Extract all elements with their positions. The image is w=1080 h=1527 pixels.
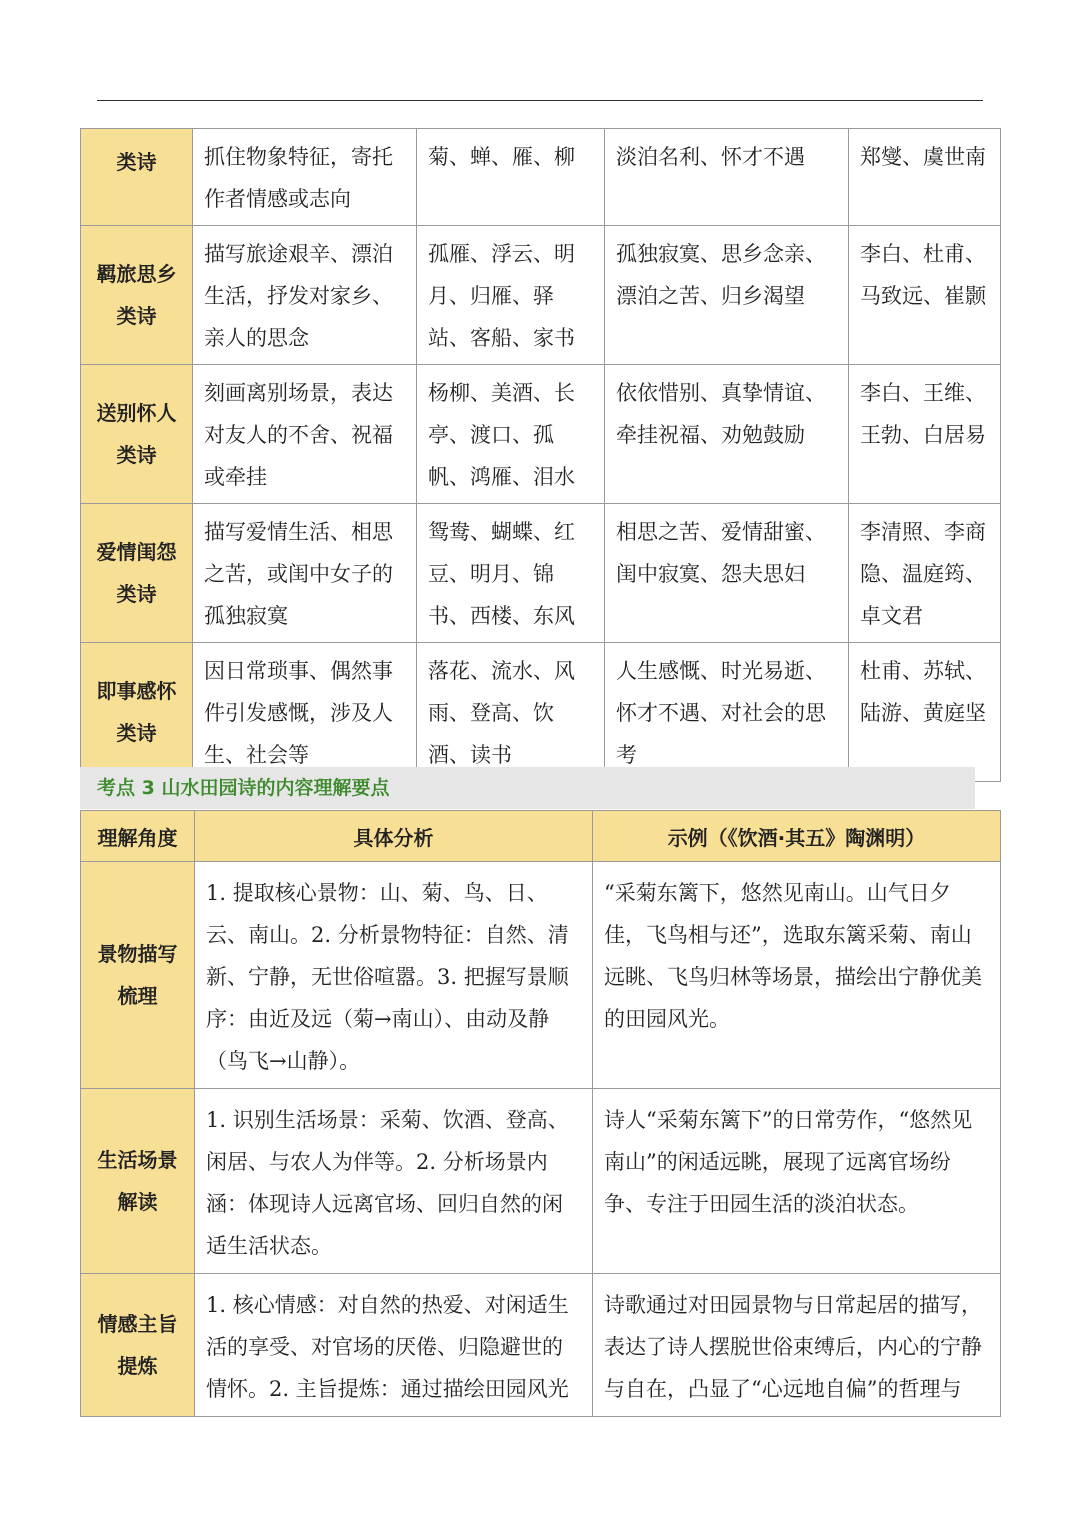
- table-row: [81, 129, 1001, 226]
- poets-cell: 郑燮、虞世南: [849, 129, 1001, 226]
- header-angle: 理解角度: [81, 811, 195, 862]
- imagery-cell: 鸳鸯、蝴蝶、红豆、明月、锦书、西楼、东风: [417, 504, 605, 643]
- table-row: [81, 504, 1001, 643]
- emotion-cell: 相思之苦、爱情甜蜜、闺中寂寞、怨夫思妇: [605, 504, 849, 643]
- analysis-cell: 1. 提取核心景物：山、菊、鸟、日、云、南山。2. 分析景物特征：自然、清新、宁静，无世俗喧嚣。3. 把握写景顺序：由近及远（菊→南山）、由动及静（鸟飞→山静）。: [195, 862, 593, 1089]
- header-rule: [97, 100, 983, 101]
- poets-cell: 李白、王维、王勃、白居易: [849, 365, 1001, 504]
- category-cell: 即事感怀类诗: [81, 643, 193, 782]
- theme-cell: 描写爱情生活、相思之苦，或闺中女子的孤独寂寞: [193, 504, 417, 643]
- category-cell: 羁旅思乡类诗: [81, 226, 193, 365]
- header-example: 示例（《饮酒·其五》陶渊明）: [593, 811, 1001, 862]
- table-row: [81, 862, 1001, 1089]
- analysis-cell: 1. 核心情感：对自然的热爱、对闲适生活的享受、对官场的厌倦、归隐避世的情怀。2. 主旨提炼：通过描绘田园风光: [195, 1274, 593, 1417]
- example-cell: “采菊东篱下，悠然见南山。山气日夕佳，飞鸟相与还”，选取东篱采菊、南山远眺、飞鸟归林等场景，描绘出宁静优美的田园风光。: [593, 862, 1001, 1089]
- theme-cell: 抓住物象特征，寄托作者情感或志向: [193, 129, 417, 226]
- analysis-cell: 1. 识别生活场景：采菊、饮酒、登高、闲居、与农人为伴等。2. 分析场景内涵：体现诗人远离官场、回归自然的闲适生活状态。: [195, 1089, 593, 1274]
- header-analysis: 具体分析: [195, 811, 593, 862]
- imagery-cell: 落花、流水、风雨、登高、饮酒、读书: [417, 643, 605, 782]
- emotion-cell: 孤独寂寞、思乡念亲、漂泊之苦、归乡渴望: [605, 226, 849, 365]
- angle-cell: 情感主旨提炼: [81, 1274, 195, 1417]
- poetry-types-table: [80, 128, 1001, 782]
- theme-cell: 刻画离别场景，表达对友人的不舍、祝福或牵挂: [193, 365, 417, 504]
- poets-cell: 李清照、李商隐、温庭筠、卓文君: [849, 504, 1001, 643]
- emotion-cell: 淡泊名利、怀才不遇: [605, 129, 849, 226]
- poets-cell: 李白、杜甫、马致远、崔颢: [849, 226, 1001, 365]
- example-cell: 诗歌通过对田园景物与日常起居的描写，表达了诗人摆脱世俗束缚后，内心的宁静与自在，凸显了“心远地自偏”的哲理与: [593, 1274, 1001, 1417]
- imagery-cell: 孤雁、浮云、明月、归雁、驿站、客船、家书: [417, 226, 605, 365]
- emotion-cell: 依依惜别、真挚情谊、牵挂祝福、劝勉鼓励: [605, 365, 849, 504]
- table-row: [81, 1089, 1001, 1274]
- table-header-row: [81, 811, 1001, 862]
- poets-cell: 杜甫、苏轼、陆游、黄庭坚: [849, 643, 1001, 782]
- table-row: [81, 365, 1001, 504]
- example-cell: 诗人“采菊东篱下”的日常劳作，“悠然见南山”的闲适远眺，展现了远离官场纷争、专注于田园生活的淡泊状态。: [593, 1089, 1001, 1274]
- table-row: [81, 643, 1001, 782]
- emotion-cell: 人生感慨、时光易逝、怀才不遇、对社会的思考: [605, 643, 849, 782]
- angle-cell: 景物描写梳理: [81, 862, 195, 1089]
- category-cell: 送别怀人类诗: [81, 365, 193, 504]
- section-title: 考点 3 山水田园诗的内容理解要点: [80, 767, 975, 809]
- table-row: [81, 1274, 1001, 1417]
- angle-cell: 生活场景解读: [81, 1089, 195, 1274]
- landscape-poetry-table: [80, 810, 1001, 1417]
- category-cell: 爱情闺怨类诗: [81, 504, 193, 643]
- table-row: [81, 226, 1001, 365]
- category-cell: 类诗: [81, 129, 193, 226]
- theme-cell: 因日常琐事、偶然事件引发感慨，涉及人生、社会等: [193, 643, 417, 782]
- imagery-cell: 杨柳、美酒、长亭、渡口、孤帆、鸿雁、泪水: [417, 365, 605, 504]
- theme-cell: 描写旅途艰辛、漂泊生活，抒发对家乡、亲人的思念: [193, 226, 417, 365]
- imagery-cell: 菊、蝉、雁、柳: [417, 129, 605, 226]
